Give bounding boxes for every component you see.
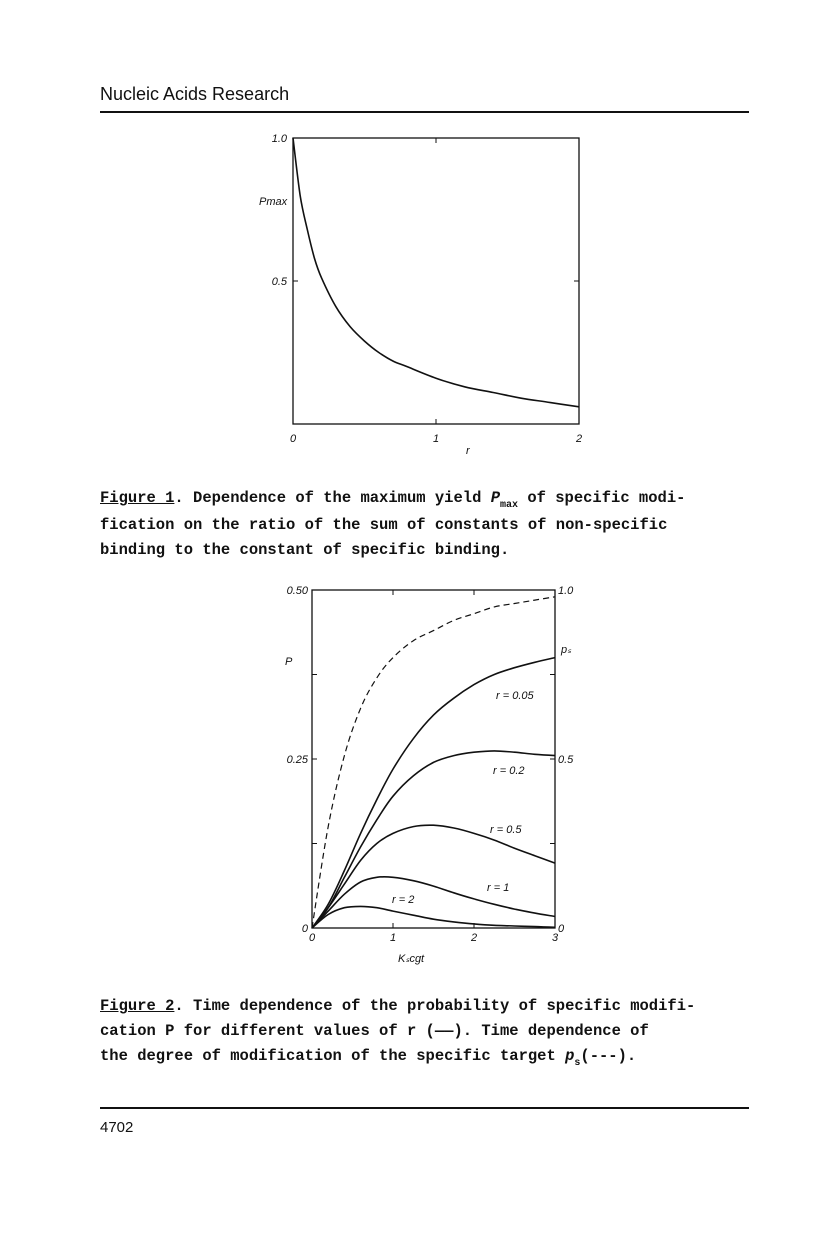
figure-1-xlabel: r — [466, 445, 470, 457]
figure-2-xlabel: Kₛcgt — [398, 953, 425, 965]
figure-2-ytick-left-label: 0.25 — [286, 754, 308, 766]
figure-2-xtick-label: 3 — [552, 932, 559, 944]
figure-2-ytick-right-label: 1.0 — [558, 585, 574, 597]
figure-2-ytick-left-label: 0 — [301, 923, 308, 935]
figure-2-label: Figure 2 — [100, 997, 175, 1015]
figure-1-caption-line2: fication on the ratio of the sum of constants of non-specific — [100, 516, 668, 534]
figure-2-curve-r-0-2 — [312, 751, 555, 928]
figure-2-xtick-label: 2 — [471, 932, 478, 944]
figure-2-caption-line1: . Time dependence of the probability of specific modifi- — [174, 997, 696, 1015]
figure-1-xtick-label: 1 — [433, 433, 440, 445]
figure-1-curve-pmax — [293, 138, 579, 407]
figure-2-curve-label-r-1: r = 1 — [487, 882, 510, 894]
figure-2-ytick-left-label: 0.50 — [286, 585, 308, 597]
figure-2-caption-symbol-sub: s — [574, 1058, 581, 1069]
figure-2-caption-line3-post: (---). — [580, 1047, 637, 1065]
figure-1-caption-symbol: P — [490, 489, 500, 507]
figure-1-xtick-label: 2 — [576, 433, 583, 445]
figure-1-ytick-label: 1.0 — [271, 133, 287, 145]
figure-2-ytick-right-label: 0.5 — [558, 754, 574, 766]
journal-header: Nucleic Acids Research — [100, 84, 290, 104]
figure-2-xtick-label: 0 — [309, 932, 316, 944]
figure-2-curve-label-r-0-05: r = 0.05 — [496, 690, 534, 702]
figure-1-label: Figure 1 — [100, 489, 175, 507]
figure-2-caption — [100, 994, 745, 1071]
page-number: 4702 — [100, 1119, 134, 1136]
figure-2-caption-line2: cation P for different values of r (——). Time dependence of — [100, 1022, 649, 1040]
figure-2-curve-label-r-0-5: r = 0.5 — [490, 824, 522, 836]
figure-1-caption-line1-post: of specific modi- — [518, 489, 686, 507]
figure-2-ylabel: P — [285, 656, 293, 668]
figure-1-caption-symbol-sub: max — [500, 500, 519, 511]
figure-2-curve-r-0-5 — [312, 825, 555, 928]
figure-2-curve-r-1 — [312, 877, 555, 928]
figure-2-ylabel-right: pₛ — [561, 644, 572, 656]
figure-2-curve-label-r-0-2: r = 0.2 — [493, 765, 525, 777]
figure-1-caption-line1-pre: . Dependence of the maximum yield — [174, 489, 491, 507]
figure-2-curve-label-r-2: r = 2 — [392, 894, 415, 906]
figure-1-caption-line3: binding to the constant of specific binding. — [100, 541, 510, 559]
figure-1-ylabel: Pmax — [259, 196, 288, 208]
figure-1-frame — [293, 138, 579, 424]
figure-1-xtick-label: 0 — [290, 433, 297, 445]
figure-1-caption — [100, 486, 745, 563]
figure-2-caption-line3-pre: the degree of modification of the specific target — [100, 1047, 566, 1065]
footer-rule — [100, 1107, 749, 1109]
figure-2-caption-symbol: p — [565, 1047, 575, 1065]
figure-1-ytick-label: 0.5 — [271, 276, 287, 288]
figure-2-ytick-right-label: 0 — [558, 923, 565, 935]
figure-2-xtick-label: 1 — [390, 932, 397, 944]
